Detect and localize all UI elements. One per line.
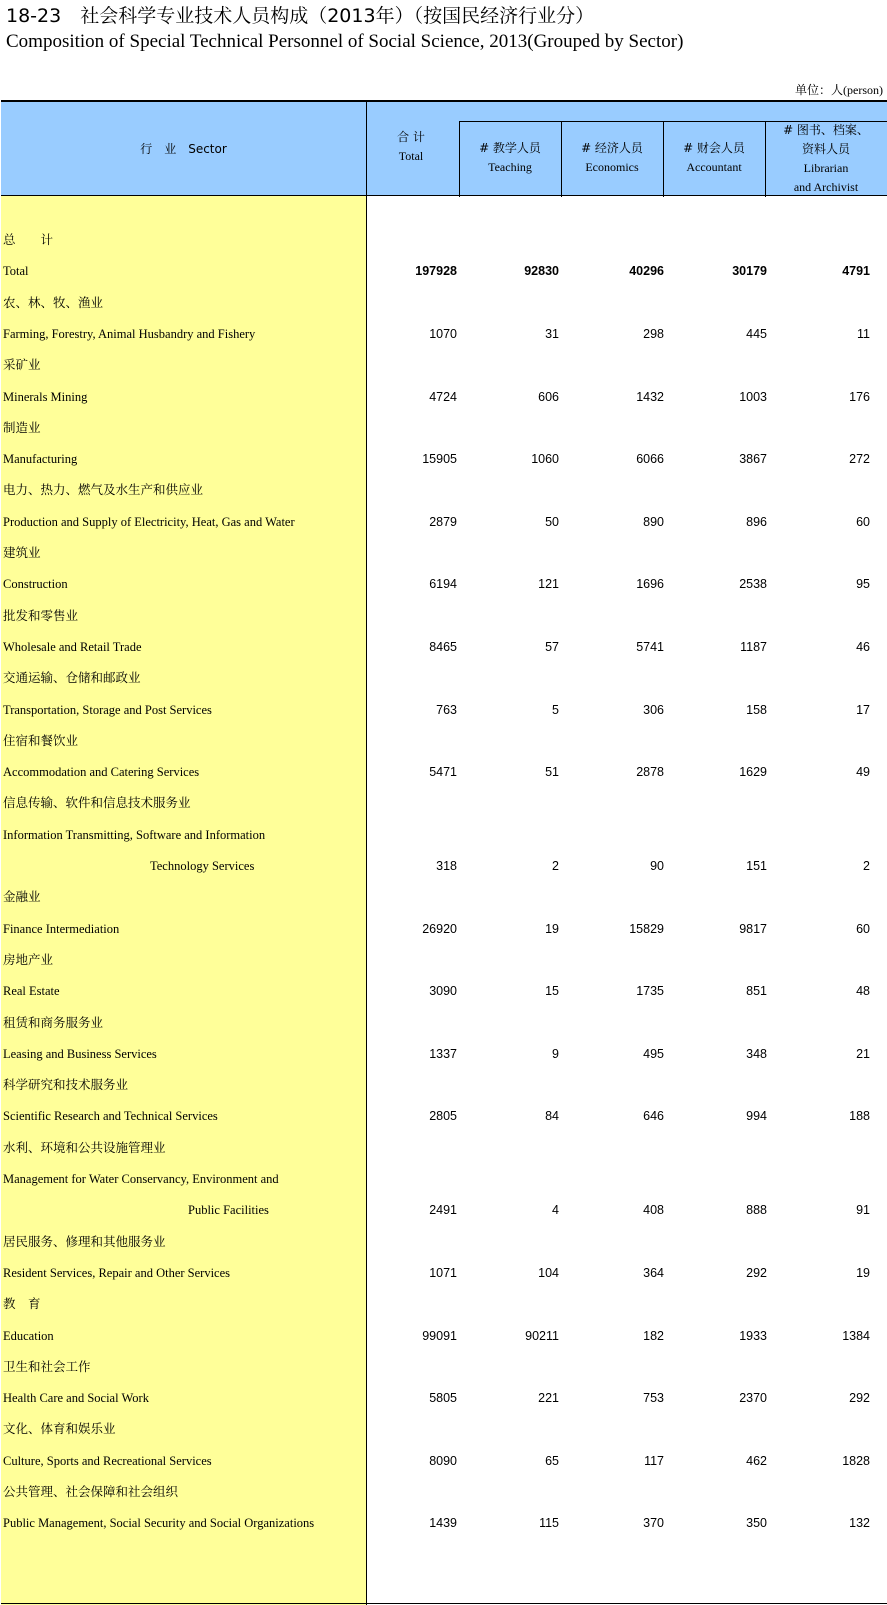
value-librarian: 1384 [842, 1328, 870, 1343]
value-economics: 646 [643, 1109, 664, 1124]
table-row-label-cn [0, 1351, 887, 1383]
table-row [0, 631, 887, 663]
value-economics: 5741 [636, 639, 664, 654]
value-accountant: 151 [746, 859, 767, 873]
table-header [1, 100, 887, 196]
table-row [0, 1445, 887, 1477]
sector-name-en: Minerals Mining [3, 389, 88, 404]
sector-name-en: Finance Intermediation [3, 921, 120, 936]
header-total-cn: 合 计 [397, 130, 425, 144]
table-row [0, 694, 887, 726]
value-teaching: 51 [545, 765, 559, 780]
value-economics: 6066 [636, 452, 664, 467]
sector-name-cn: 公共管理、社会保障和社会组织 [3, 1484, 179, 1499]
value-accountant: 1187 [740, 639, 767, 654]
table-row [0, 318, 887, 350]
value-librarian: 21 [856, 1046, 870, 1061]
value-accountant: 1003 [739, 389, 767, 404]
sector-name-cn: 交通运输、仓储和邮政业 [3, 670, 141, 686]
value-economics: 2878 [636, 765, 664, 780]
table-row-label-cn [0, 287, 887, 319]
header-librarian-en2: and Archivist [793, 180, 859, 194]
value-total: 5471 [429, 765, 457, 780]
table-row [0, 850, 887, 882]
table-row-label-cn [0, 787, 887, 819]
value-librarian: 95 [856, 577, 870, 592]
sector-name-en: Farming, Forestry, Animal Husbandry and Fishery [3, 326, 256, 341]
sector-name-cn: 信息传输、软件和信息技术服务业 [3, 795, 191, 811]
table-row [0, 1382, 887, 1414]
value-economics: 1696 [636, 577, 664, 592]
value-teaching: 5 [552, 702, 559, 717]
value-accountant: 896 [746, 514, 767, 529]
value-accountant: 2370 [739, 1391, 767, 1406]
sector-name-en: Transportation, Storage and Post Services [3, 702, 212, 717]
sector-name-en: Culture, Sports and Recreational Services [3, 1453, 212, 1468]
header-accountant [663, 121, 765, 197]
value-total: 26920 [422, 921, 457, 936]
value-librarian: 292 [849, 1391, 870, 1406]
value-total: 1070 [429, 326, 457, 341]
header-economics [561, 121, 663, 197]
sector-name-en-continued: Technology Services [150, 859, 255, 873]
sector-name-cn: 住宿和餐饮业 [3, 732, 79, 748]
value-total: 8465 [429, 639, 457, 654]
table-row-label-cn [0, 600, 887, 632]
header-teaching [459, 121, 561, 197]
value-accountant: 350 [746, 1516, 767, 1531]
value-accountant: 3867 [739, 452, 767, 467]
sector-name-cn: 金融业 [3, 889, 41, 905]
table-row [0, 1100, 887, 1132]
table-row [0, 975, 887, 1007]
header-accountant-en: Accountant [686, 160, 742, 174]
header-librarian-en1: Librarian [803, 161, 849, 175]
sector-name-cn: 科学研究和技术服务业 [3, 1077, 129, 1093]
value-teaching: 9 [552, 1046, 559, 1061]
table-row [0, 381, 887, 413]
table-row-label-cn [0, 537, 887, 569]
table-row-label-cn [0, 224, 887, 256]
sector-name-en: Manufacturing [3, 452, 78, 467]
value-accountant: 851 [746, 984, 767, 999]
sector-name-cn: 卫生和社会工作 [3, 1358, 91, 1374]
value-accountant: 292 [746, 1265, 767, 1280]
value-teaching: 84 [545, 1109, 559, 1124]
value-total: 763 [436, 702, 457, 717]
value-librarian: 2 [863, 859, 870, 873]
value-total: 15905 [422, 452, 457, 467]
value-librarian: 176 [849, 389, 870, 404]
header-economics-en: Economics [585, 160, 639, 174]
value-economics: 1432 [636, 389, 664, 404]
table-row [0, 1320, 887, 1352]
value-librarian: 132 [849, 1516, 870, 1531]
value-librarian: 91 [856, 1203, 870, 1218]
table-row [0, 255, 887, 287]
table-row [0, 443, 887, 475]
unit-label: 单位：人(person) [795, 83, 883, 97]
value-total: 99091 [422, 1328, 457, 1343]
table-row-label-cn [0, 881, 887, 913]
value-librarian: 188 [849, 1109, 870, 1124]
value-economics: 753 [643, 1391, 664, 1406]
value-teaching: 57 [545, 639, 559, 654]
sector-name-en: Accommodation and Catering Services [3, 765, 200, 780]
table-row-label-cn [0, 412, 887, 444]
value-librarian: 48 [856, 984, 870, 999]
value-accountant: 994 [746, 1109, 767, 1124]
value-economics: 370 [643, 1516, 664, 1531]
value-accountant: 445 [746, 326, 767, 341]
table-title-english: Composition of Special Technical Personnel of Social Science, 2013(Grouped by Sector) [6, 31, 684, 52]
value-teaching: 65 [545, 1453, 559, 1468]
value-librarian: 4791 [842, 264, 870, 279]
value-teaching: 15 [545, 984, 559, 999]
value-librarian: 60 [856, 514, 870, 529]
value-librarian: 17 [856, 702, 870, 717]
sector-name-cn: 电力、热力、燃气及水生产和供应业 [3, 482, 204, 498]
value-total: 1071 [429, 1265, 457, 1280]
sector-name-cn: 房地产业 [3, 951, 54, 967]
value-economics: 15829 [629, 921, 664, 936]
value-accountant: 1933 [739, 1328, 767, 1343]
sector-name-cn: 租赁和商务服务业 [3, 1014, 104, 1030]
table-row-label-cn [0, 349, 887, 381]
value-teaching: 4 [552, 1203, 559, 1218]
value-teaching: 121 [538, 577, 559, 592]
sector-name-en: Health Care and Social Work [3, 1391, 149, 1406]
value-economics: 1735 [636, 984, 664, 999]
value-total: 8090 [429, 1453, 457, 1468]
sector-name-en: Construction [3, 577, 68, 592]
value-economics: 306 [643, 702, 664, 717]
value-total: 1439 [429, 1516, 457, 1531]
table-row-label-cn [0, 662, 887, 694]
sector-name-en: Total [3, 264, 29, 279]
header-teaching-cn: # 教学人员 [479, 141, 541, 155]
value-economics: 40296 [629, 264, 664, 279]
value-librarian: 19 [856, 1265, 870, 1280]
table-title-chinese: 18-23 社会科学专业技术人员构成（2013年）（按国民经济行业分） [6, 5, 595, 27]
value-economics: 364 [643, 1265, 664, 1280]
sector-name-cn: 采矿业 [3, 357, 41, 373]
value-total: 197928 [415, 264, 457, 279]
value-total: 1337 [429, 1046, 457, 1061]
sector-name-en: Public Management, Social Security and Social Organizations [3, 1516, 315, 1531]
sector-name-cn: 农、林、牧、渔业 [3, 294, 104, 310]
value-total: 2879 [429, 514, 457, 529]
table-row-label-cn [0, 1476, 887, 1508]
table-row [0, 1038, 887, 1070]
sector-name-cn: 制造业 [3, 419, 41, 435]
table-row [0, 1194, 887, 1226]
sector-name-en: Education [3, 1328, 54, 1343]
header-librarian-cn1: # 图书、档案、 [783, 123, 869, 137]
value-economics: 495 [643, 1046, 664, 1061]
value-librarian: 11 [857, 326, 870, 341]
table-row-label-cn [0, 474, 887, 506]
sector-name-cn: 教 育 [3, 1296, 41, 1312]
sector-name-en: Management for Water Conservancy, Environment and [3, 1172, 279, 1186]
value-economics: 890 [643, 514, 664, 529]
value-total: 4724 [429, 389, 457, 404]
sector-name-cn: 水利、环境和公共设施管理业 [3, 1139, 166, 1155]
value-accountant: 2538 [739, 577, 767, 592]
table-row-label-cn [0, 944, 887, 976]
value-teaching: 1060 [531, 452, 559, 467]
table-row-label-cn [0, 1288, 887, 1320]
value-librarian: 49 [856, 765, 870, 780]
sector-name-en: Wholesale and Retail Trade [3, 639, 142, 654]
table-row [0, 1257, 887, 1289]
sector-name-en: Leasing and Business Services [3, 1046, 157, 1061]
header-librarian [765, 121, 887, 197]
value-total: 6194 [429, 577, 457, 592]
value-librarian: 46 [856, 639, 870, 654]
header-accountant-cn: # 财会人员 [683, 141, 745, 155]
table-row [0, 756, 887, 788]
sector-name-cn: 文化、体育和娱乐业 [3, 1421, 116, 1437]
value-librarian: 60 [856, 921, 870, 936]
value-teaching: 31 [545, 326, 559, 341]
sector-name-en: Resident Services, Repair and Other Services [3, 1265, 231, 1280]
value-total: 2491 [429, 1203, 457, 1218]
value-total: 3090 [429, 984, 457, 999]
table-row-label-cn [0, 1132, 887, 1164]
value-librarian: 1828 [842, 1453, 870, 1468]
header-teaching-en: Teaching [488, 160, 532, 174]
value-total: 5805 [429, 1391, 457, 1406]
value-economics: 182 [643, 1328, 664, 1343]
value-teaching: 104 [538, 1265, 559, 1280]
table-row-label-cn [0, 1413, 887, 1445]
table-row-label-cn [0, 725, 887, 757]
value-accountant: 888 [746, 1203, 767, 1218]
sector-name-en: Production and Supply of Electricity, Heat, Gas and Water [3, 514, 295, 529]
value-accountant: 1629 [739, 765, 767, 780]
header-total-en: Total [398, 149, 424, 163]
value-accountant: 9817 [739, 921, 767, 936]
value-accountant: 30179 [732, 264, 767, 279]
table-row-label-cn [0, 1007, 887, 1039]
table-row [0, 913, 887, 945]
sector-name-en: Real Estate [3, 984, 60, 999]
value-economics: 90 [650, 859, 664, 873]
value-total: 318 [436, 859, 457, 873]
sector-name-cn: 总 计 [3, 232, 54, 247]
header-sector: 行 业 Sector [140, 142, 227, 156]
value-teaching: 115 [539, 1516, 559, 1531]
value-accountant: 158 [746, 702, 767, 717]
value-teaching: 2 [552, 859, 559, 873]
sector-name-cn: 批发和零售业 [3, 607, 79, 623]
value-teaching: 90211 [525, 1328, 559, 1343]
sector-name-en: Scientific Research and Technical Services [3, 1109, 218, 1124]
table-row [0, 1507, 887, 1539]
value-economics: 117 [644, 1453, 664, 1468]
value-accountant: 348 [746, 1046, 767, 1061]
table-row [0, 568, 887, 600]
value-librarian: 272 [849, 452, 870, 467]
sector-name-en: Information Transmitting, Software and Information [3, 827, 266, 842]
header-librarian-cn2: 资料人员 [801, 142, 850, 156]
value-teaching: 221 [538, 1391, 559, 1406]
value-economics: 408 [643, 1203, 664, 1218]
table-row-label-cn [0, 1069, 887, 1101]
value-accountant: 462 [746, 1453, 767, 1468]
table-row [0, 506, 887, 538]
table-row [0, 819, 887, 851]
value-teaching: 606 [538, 389, 559, 404]
value-economics: 298 [643, 326, 664, 341]
table-row [0, 1163, 887, 1195]
table-bottom-border [1, 1603, 887, 1604]
value-teaching: 50 [545, 514, 559, 529]
value-teaching: 92830 [524, 264, 559, 279]
value-teaching: 19 [545, 921, 559, 936]
table-row-label-cn [0, 1226, 887, 1258]
sector-name-cn: 建筑业 [3, 545, 41, 560]
sector-name-cn: 居民服务、修理和其他服务业 [3, 1233, 166, 1249]
header-total [366, 128, 456, 166]
header-economics-cn: # 经济人员 [581, 141, 643, 155]
value-total: 2805 [429, 1109, 457, 1124]
sector-name-en-continued: Public Facilities [188, 1203, 269, 1218]
